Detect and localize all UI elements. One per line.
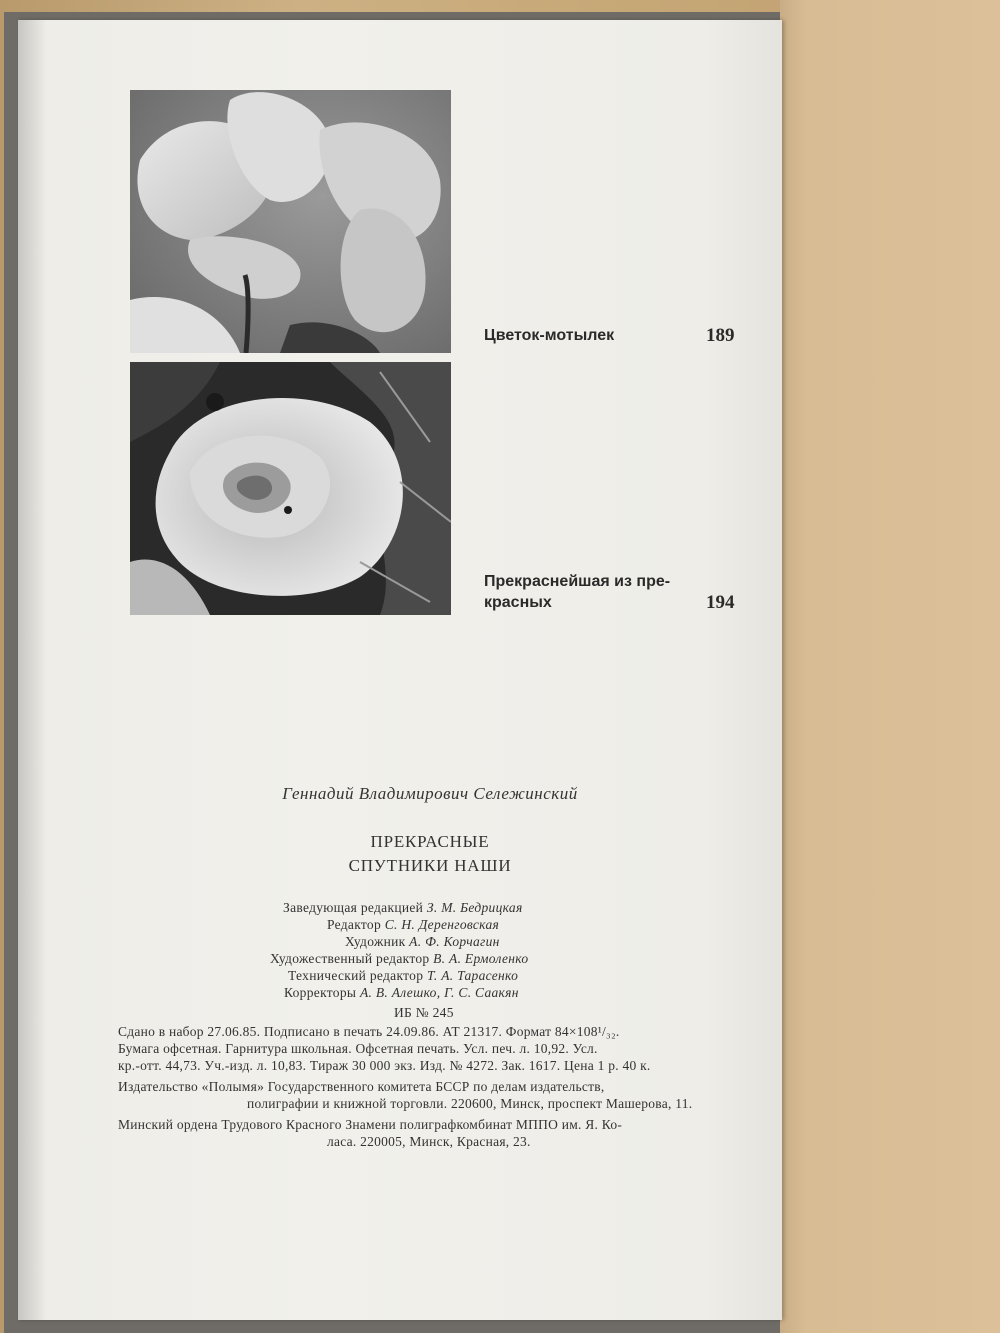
credit-line (270, 951, 528, 967)
credit-name: С. Н. Деренговская (384, 917, 500, 932)
rose-photo (130, 362, 451, 615)
toc-entry-title-line1: Прекраснейшая из пре- (484, 573, 671, 590)
imprint-line: ласа. 220005, Минск, Красная, 23. (327, 1134, 531, 1149)
imprint-line: Сдано в набор 27.06.85. Подписано в печать 24.09.86. АТ 21317. Формат 84×108¹/₃₂. (118, 1024, 620, 1039)
credit-role: Корректоры (284, 985, 357, 1000)
credit-name: А. В. Алешко, Г. С. Саакян (359, 985, 519, 1000)
imprint-line: Минский ордена Трудового Красного Знамени полиграфкомбинат МППО им. Я. Ко- (118, 1117, 623, 1132)
toc-entry-title: Цветок-мотылек (484, 327, 615, 344)
credit-name: В. А. Ермоленко (433, 951, 529, 966)
credit-line (283, 900, 523, 916)
credit-line (288, 968, 518, 984)
credit-name: А. Ф. Корчагин (409, 934, 500, 949)
facing-page (780, 0, 1000, 1333)
book-title-line2: СПУТНИКИ НАШИ (348, 856, 512, 875)
toc-entry-title-line2: красных (484, 594, 552, 611)
ib-number: ИБ № 245 (394, 1005, 454, 1020)
credit-role: Заведующая редакцией (283, 900, 424, 915)
toc-entry-page: 189 (706, 325, 735, 346)
credit-line (345, 934, 500, 950)
toc-entry-page: 194 (706, 592, 735, 613)
author-name: Геннадий Владимирович Сележинский (282, 784, 578, 803)
credit-line (327, 917, 499, 933)
credit-role: Редактор (327, 917, 382, 932)
imprint-line: полиграфии и книжной торговли. 220600, Минск, проспект Машерова, 11. (247, 1096, 693, 1111)
credit-line (284, 985, 519, 1001)
imprint-line: кр.-отт. 44,73. Уч.-изд. л. 10,83. Тираж 30 000 экз. Изд. № 4272. Зак. 1617. Цена 1 р. 40 к. (118, 1058, 651, 1073)
imprint-line: Бумага офсетная. Гарнитура школьная. Офсетная печать. Усл. печ. л. 10,92. Усл. (118, 1041, 598, 1056)
credit-name: Т. А. Тарасенко (426, 968, 519, 983)
credit-role: Художественный редактор (270, 951, 430, 966)
credit-role: Художник (345, 934, 406, 949)
cyclamen-photo (130, 90, 451, 353)
page-gutter-shadow (18, 20, 46, 1320)
imprint-line: Издательство «Полымя» Государственного комитета БССР по делам издательств, (118, 1079, 605, 1094)
book-title-line1: ПРЕКРАСНЫЕ (370, 832, 490, 851)
credit-role: Технический редактор (288, 968, 424, 983)
credit-name: З. М. Бедрицкая (426, 900, 523, 915)
